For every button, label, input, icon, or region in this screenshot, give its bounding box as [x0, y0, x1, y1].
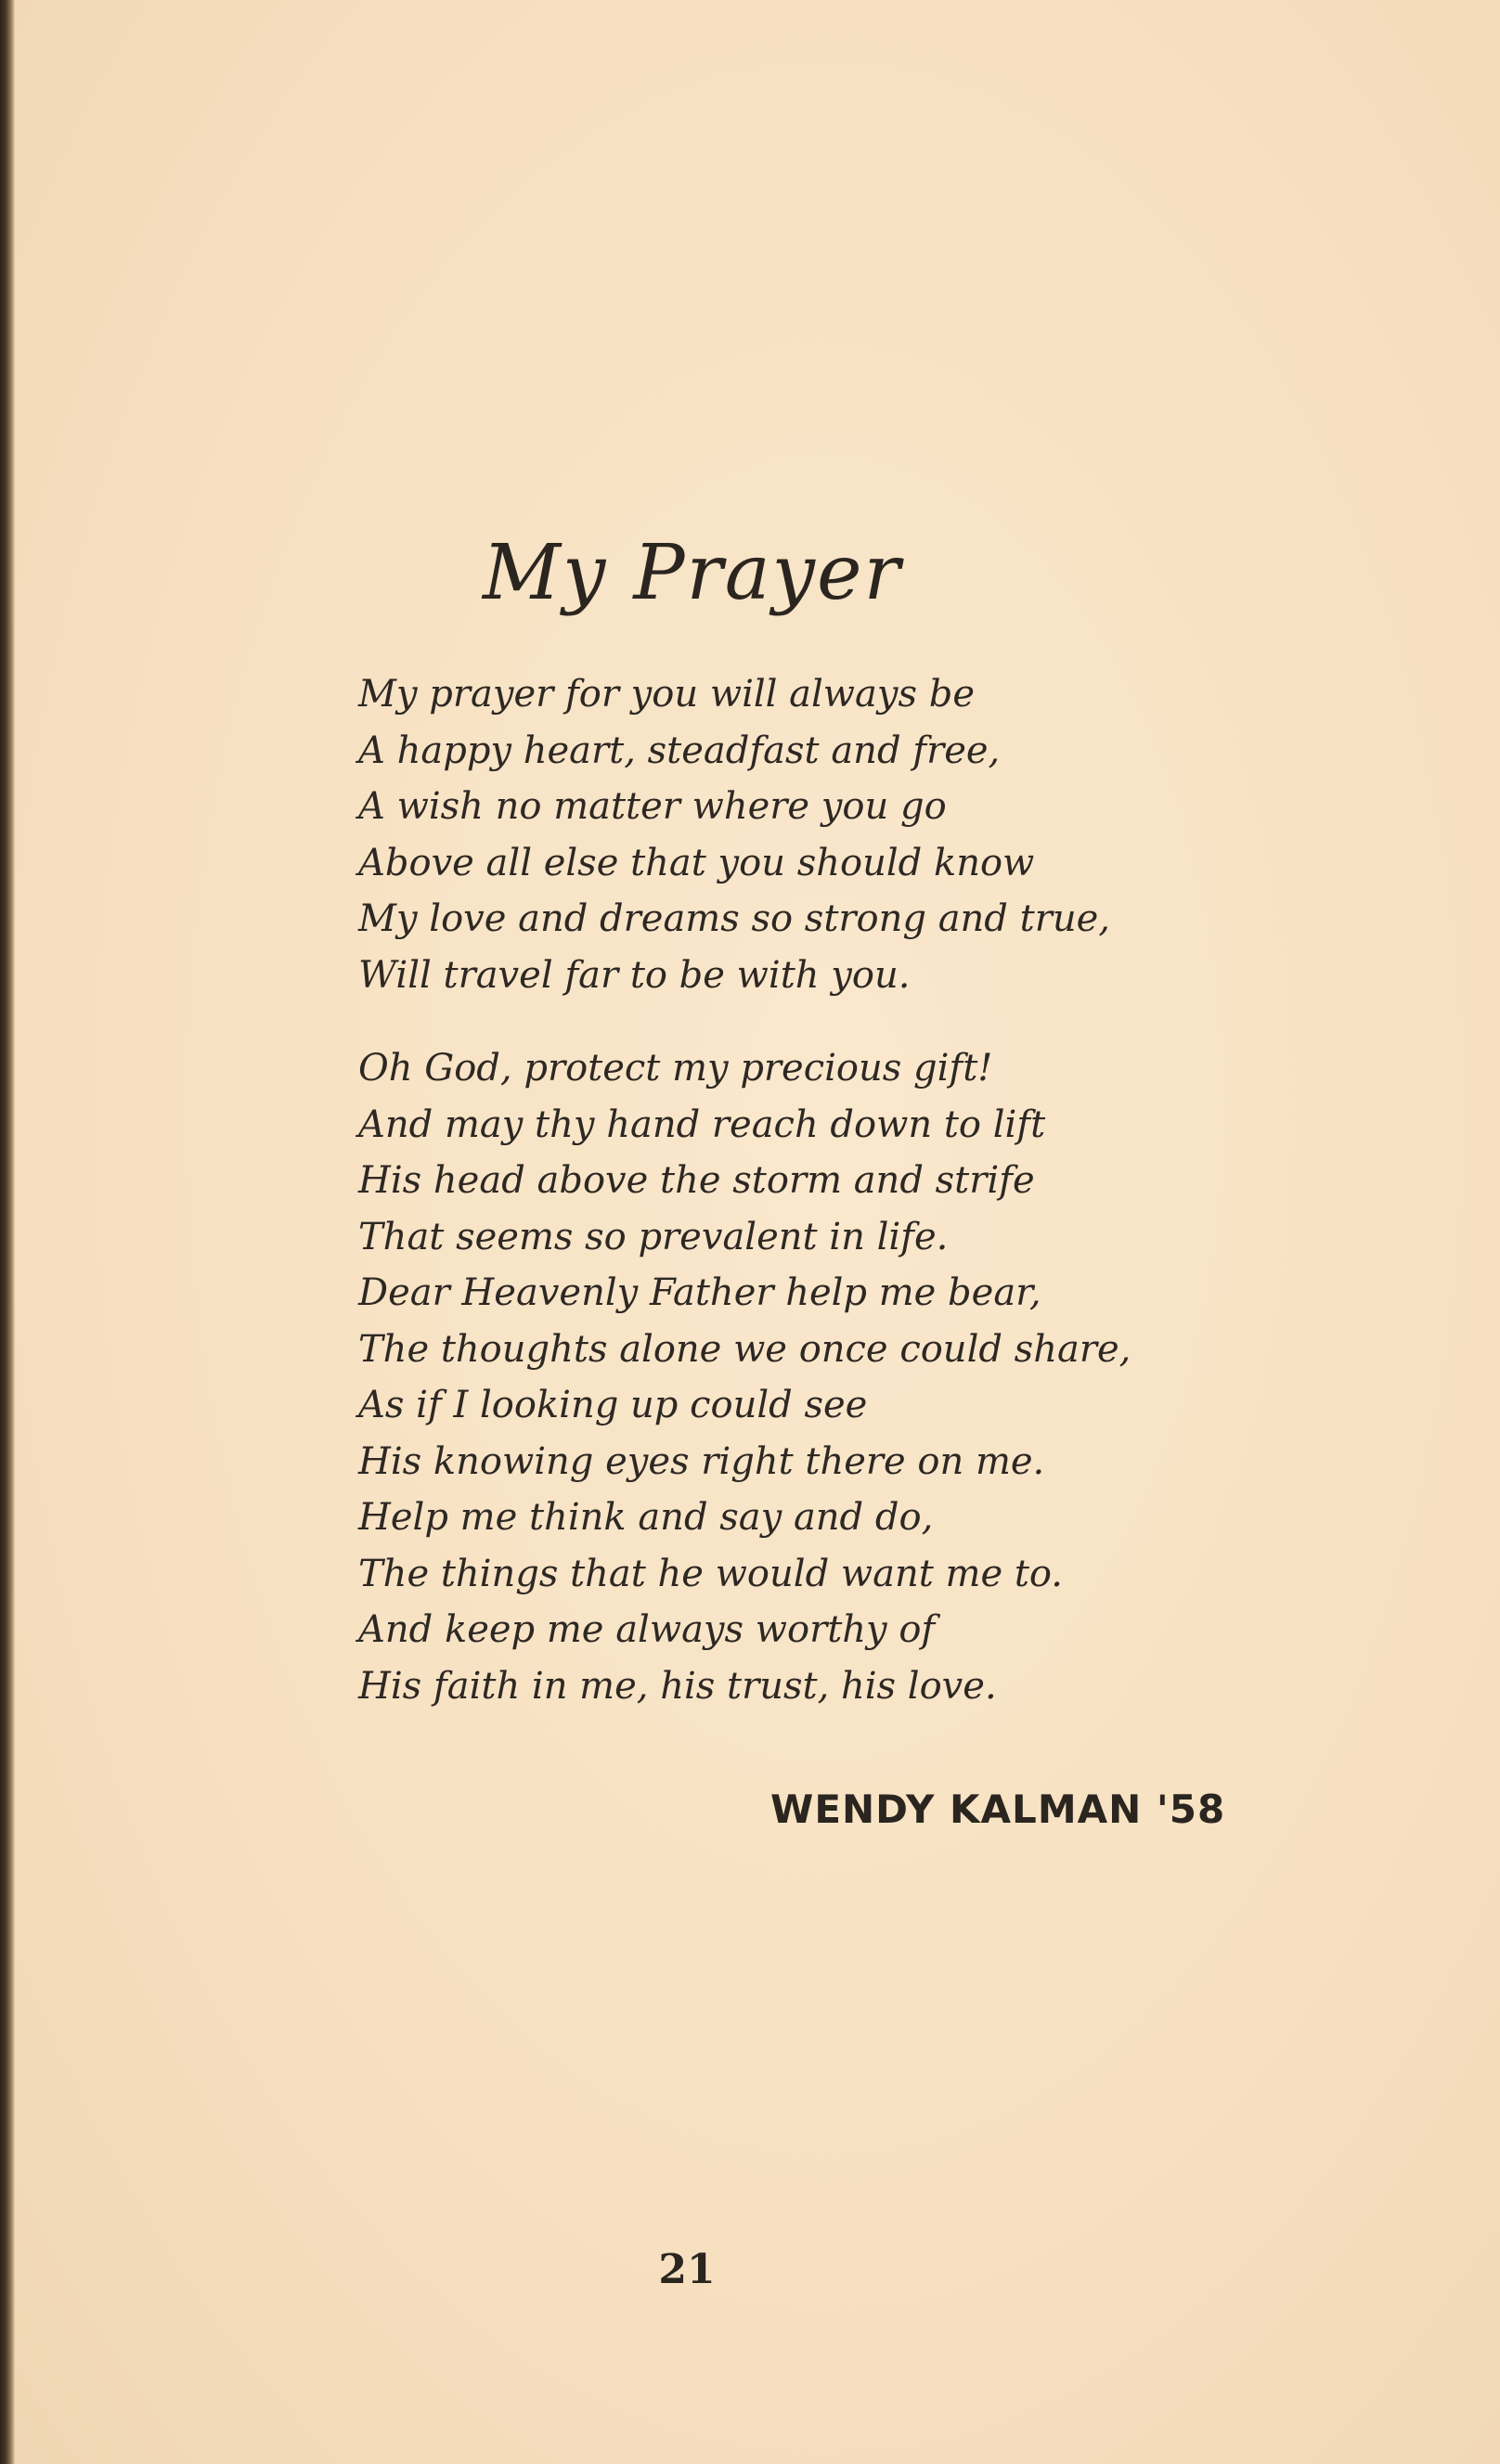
poem-line: A happy heart, steadfast and free, [358, 729, 1001, 772]
poem-line: Will travel far to be with you. [358, 953, 911, 997]
poem-line: A wish no matter where you go [358, 785, 947, 828]
poem-line: Help me think and say and do, [358, 1496, 934, 1539]
poem-line: As if I looking up could see [358, 1384, 868, 1426]
poem-title: My Prayer [483, 529, 902, 617]
poem-line: His faith in me, his trust, his love. [358, 1664, 997, 1708]
poem-line: The things that he would want me to. [358, 1552, 1064, 1595]
poem-line: Oh God, protect my precious gift! [358, 1047, 993, 1090]
stanza-divider [358, 1003, 1287, 1040]
poem-line: And keep me always worthy of [358, 1608, 936, 1651]
poem-body [358, 666, 1287, 1714]
stanza-2 [358, 1040, 1287, 1714]
poem-line: My love and dreams so strong and true, [358, 897, 1110, 940]
poem-line: Dear Heavenly Father help me bear, [358, 1271, 1041, 1314]
poem-line: That seems so prevalent in life. [358, 1215, 949, 1258]
book-spine-edge [0, 0, 15, 2464]
poem-author: WENDY KALMAN '58 [770, 1787, 1226, 1832]
poem-line: Above all else that you should know [358, 841, 1035, 884]
poem-line: His knowing eyes right there on me. [358, 1439, 1045, 1483]
stanza-1 [358, 666, 1287, 1003]
page-number: 21 [658, 2246, 716, 2293]
poem-line: My prayer for you will always be [358, 673, 976, 716]
poem-line: The thoughts alone we once could share, [358, 1327, 1131, 1371]
poem-line: And may thy hand reach down to lift [358, 1103, 1046, 1146]
poem-line: His head above the storm and strife [358, 1159, 1035, 1202]
